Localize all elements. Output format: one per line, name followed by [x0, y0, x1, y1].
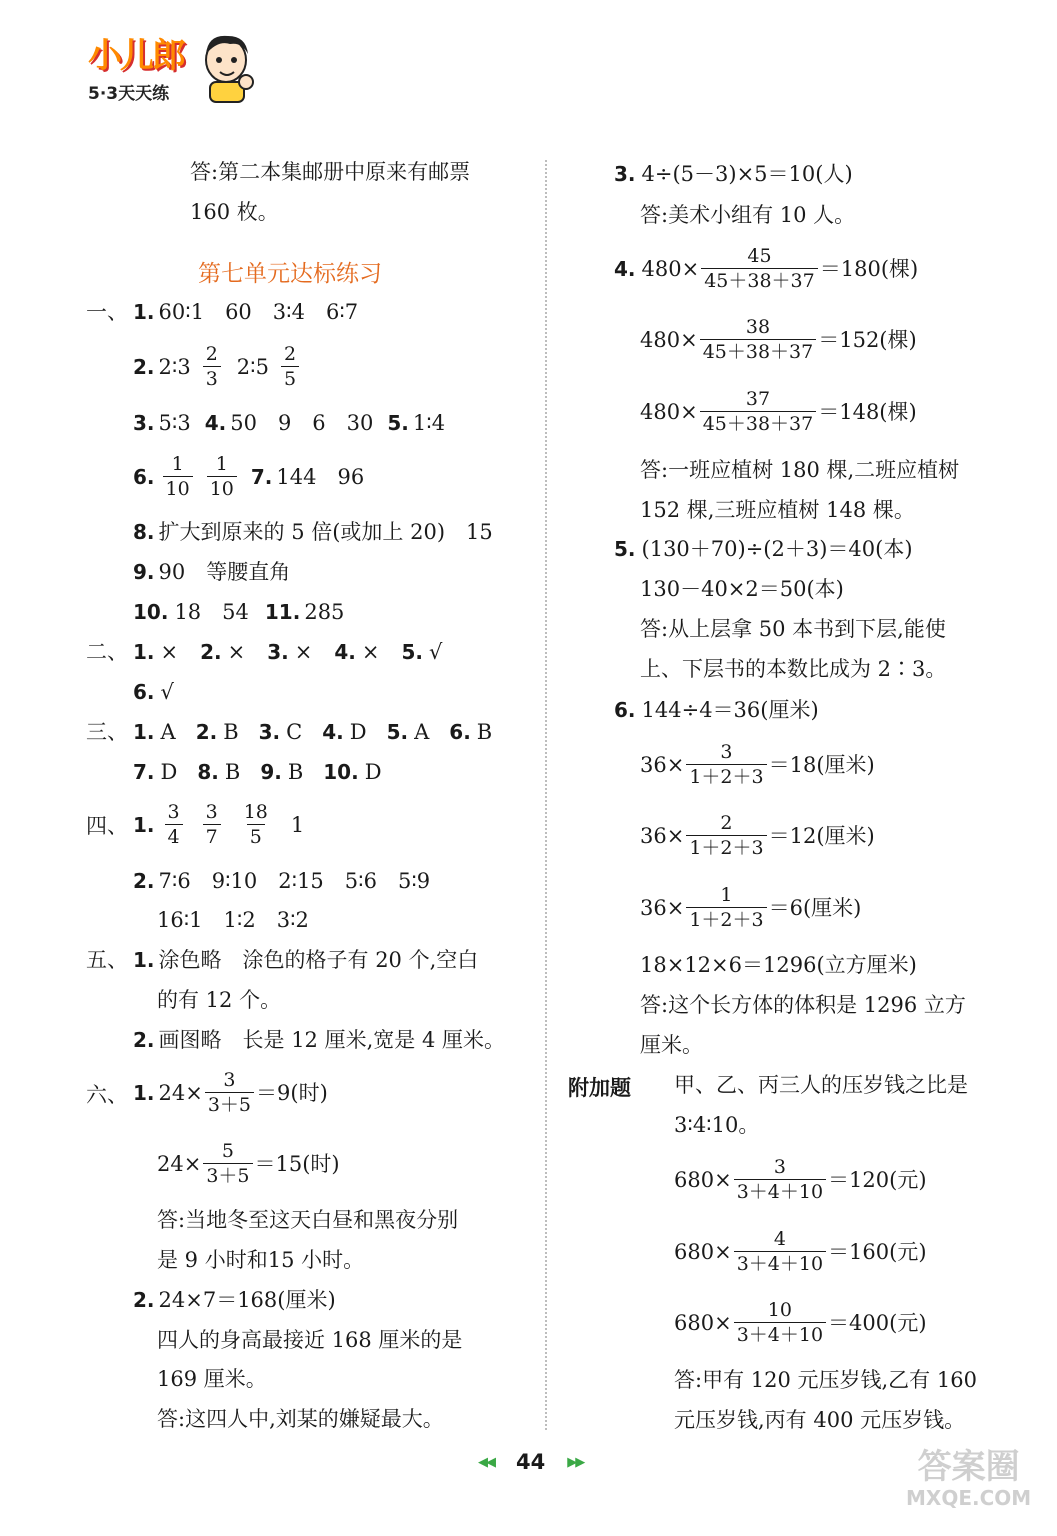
q6-eq0: 6. 144÷4＝36(厘米) [614, 698, 819, 722]
column-divider [545, 160, 547, 1430]
fraction: $\frac{37}{45+38+37}$ [700, 387, 817, 436]
q5-eq1: 5. (130＋70)÷(2＋3)＝40(本) [614, 537, 913, 561]
q4-eq1: 4. 480× $\frac{45}{45+38+37}$ ＝180(棵) [614, 245, 919, 292]
boy-mascot-icon [196, 28, 258, 104]
fraction: $\frac{38}{45+38+37}$ [700, 315, 817, 364]
fraction: $\frac{1}{10}$ [163, 452, 193, 501]
part-1-line2: 2. 2∶3 $\frac{2}{3}$ 2∶5 $\frac{2}{5}$ [133, 342, 301, 391]
part-6-text2: 169 厘米。 [157, 1367, 267, 1391]
part-6-eq2: 24× $\frac{5}{3+5}$ ＝15(时) [157, 1140, 340, 1187]
fraction: $\frac{3}{1+2+3}$ [686, 740, 766, 789]
part-1-line3: 3. 5∶3 4. 50 9 6 30 5. 1∶4 [133, 411, 446, 435]
part-1-line6: 9. 90 等腰直角 [133, 560, 291, 584]
left-cont-line1: 答:第二本集邮册中原来有邮票 [190, 160, 471, 184]
part-6-eq1: 1. 24× $\frac{3}{3+5}$ ＝9(时) [133, 1069, 328, 1116]
q6-eq4: 18×12×6＝1296(立方厘米) [640, 953, 917, 977]
part-1-line5: 8. 扩大到原来的 5 倍(或加上 20) 15 [133, 520, 493, 544]
part-4-line3: 16∶1 1∶2 3∶2 [157, 908, 309, 932]
part-5-line1b: 的有 12 个。 [157, 988, 282, 1012]
q6-eq2: 36× $\frac{2}{1+2+3}$ ＝12(厘米) [640, 812, 875, 859]
extra-label: 附加题 [568, 1076, 631, 1100]
part-5-line2: 2. 画图略 长是 12 厘米,宽是 4 厘米。 [133, 1028, 505, 1052]
fraction: $\frac{3}{3+4+10}$ [734, 1155, 826, 1204]
fraction: $\frac{3}{7}$ [203, 800, 221, 849]
q5-ans1: 答:从上层拿 50 本书到下层,能使 [640, 617, 946, 641]
part-5-line1: 1. 涂色略 涂色的格子有 20 个,空白 [133, 948, 479, 972]
q4-eq3: 480× $\frac{37}{45+38+37}$ ＝148(棵) [640, 388, 917, 435]
fraction: $\frac{2}{1+2+3}$ [686, 811, 766, 860]
extra-text2: 3∶4∶10。 [674, 1113, 760, 1137]
q6-eq3: 36× $\frac{1}{1+2+3}$ ＝6(厘米) [640, 884, 862, 931]
watermark-text: 答案圈 [917, 1447, 1020, 1487]
q4-eq2: 480× $\frac{38}{45+38+37}$ ＝152(棵) [640, 316, 917, 363]
extra-eq3: 680× $\frac{10}{3+4+10}$ ＝400(元) [674, 1299, 927, 1346]
q3-eq: 3. 4÷(5－3)×5＝10(人) [614, 162, 853, 186]
logo [88, 28, 184, 104]
section-heading: 第七单元达标练习 [198, 261, 382, 287]
part-6-label: 六、 [86, 1083, 128, 1107]
part-1-line7: 10. 18 54 11. 285 [133, 600, 345, 624]
logo-title: 小儿郎 [88, 36, 184, 76]
fraction: $\frac{18}{5}$ [243, 801, 268, 848]
extra-ans1: 答:甲有 120 元压岁钱,乙有 160 [674, 1368, 977, 1392]
part-5-label: 五、 [86, 948, 128, 972]
part-4-line2: 2. 7∶6 9∶10 2∶15 5∶6 5∶9 [133, 869, 431, 893]
part-4-label: 四、 [86, 814, 128, 838]
part-6-ans2: 是 9 小时和15 小时。 [157, 1248, 365, 1272]
fraction: $\frac{4}{3+4+10}$ [734, 1227, 826, 1276]
extra-text1: 甲、乙、丙三人的压岁钱之比是 [674, 1073, 968, 1097]
part-2-line2: 6. √ [133, 680, 174, 704]
part-4-line1: 1. $\frac{3}{4}$ $\frac{3}{7}$ $\frac{18}{5}$ 1 [133, 801, 305, 848]
q5-eq2: 130－40×2＝50(本) [640, 577, 844, 601]
q5-ans2: 上、下层书的本数比成为 2∶3。 [640, 657, 947, 681]
q6-ans2: 厘米。 [640, 1033, 703, 1057]
fraction: $\frac{2}{5}$ [281, 342, 299, 391]
q6-eq1: 36× $\frac{3}{1+2+3}$ ＝18(厘米) [640, 741, 875, 788]
fraction: $\frac{3}{4}$ [165, 800, 183, 849]
next-arrows-icon: ▶▶ [567, 1454, 584, 1470]
part-2-label: 二、 [86, 640, 128, 664]
fraction: $\frac{1}{1+2+3}$ [686, 883, 766, 932]
part-1-line4: 6. $\frac{1}{10}$ $\frac{1}{10}$ 7. 144 96 [133, 453, 365, 500]
part-1-label: 一、 [86, 300, 128, 324]
part-6-eq3: 2. 24×7＝168(厘米) [133, 1288, 336, 1312]
watermark-url: MXQE.COM [906, 1486, 1032, 1510]
q4-ans2: 152 棵,三班应植树 148 棵。 [640, 498, 915, 522]
q6-ans1: 答:这个长方体的体积是 1296 立方 [640, 993, 966, 1017]
logo-subtitle: 5·3天天练 [88, 84, 170, 104]
part-3-label: 三、 [86, 720, 128, 744]
part-2-line1: 1. × 2. × 3. × 4. × 5. √ [133, 640, 443, 664]
part-6-text3: 答:这四人中,刘某的嫌疑最大。 [157, 1407, 444, 1431]
fraction: $\frac{1}{10}$ [207, 452, 237, 501]
fraction: $\frac{10}{3+4+10}$ [734, 1298, 826, 1347]
fraction: $\frac{5}{3+5}$ [203, 1139, 252, 1188]
part-3-line1: 1. A 2. B 3. C 4. D 5. A 6. B [133, 720, 493, 744]
prev-arrows-icon: ◀◀ [478, 1454, 494, 1470]
page-footer [478, 1450, 583, 1474]
fraction: $\frac{45}{45+38+37}$ [701, 244, 818, 293]
page-number: 44 [516, 1450, 546, 1474]
q3-ans: 答:美术小组有 10 人。 [640, 203, 856, 227]
part-6-ans1: 答:当地冬至这天白昼和黑夜分别 [157, 1208, 459, 1232]
q4-ans1: 答:一班应植树 180 棵,二班应植树 [640, 458, 960, 482]
watermark-logo [906, 1448, 1031, 1510]
left-cont-line2: 160 枚。 [190, 200, 279, 224]
fraction: $\frac{3}{3+5}$ [205, 1068, 254, 1117]
extra-ans2: 元压岁钱,丙有 400 元压岁钱。 [674, 1408, 966, 1432]
part-3-line2: 7. D 8. B 9. B 10. D [133, 760, 382, 784]
fraction: $\frac{2}{3}$ [203, 342, 221, 391]
part-6-text1: 四人的身高最接近 168 厘米的是 [157, 1328, 463, 1352]
extra-eq1: 680× $\frac{3}{3+4+10}$ ＝120(元) [674, 1156, 927, 1203]
part-1-line1: 1. 60∶1 60 3∶4 6∶7 [133, 300, 359, 324]
extra-eq2: 680× $\frac{4}{3+4+10}$ ＝160(元) [674, 1228, 927, 1275]
